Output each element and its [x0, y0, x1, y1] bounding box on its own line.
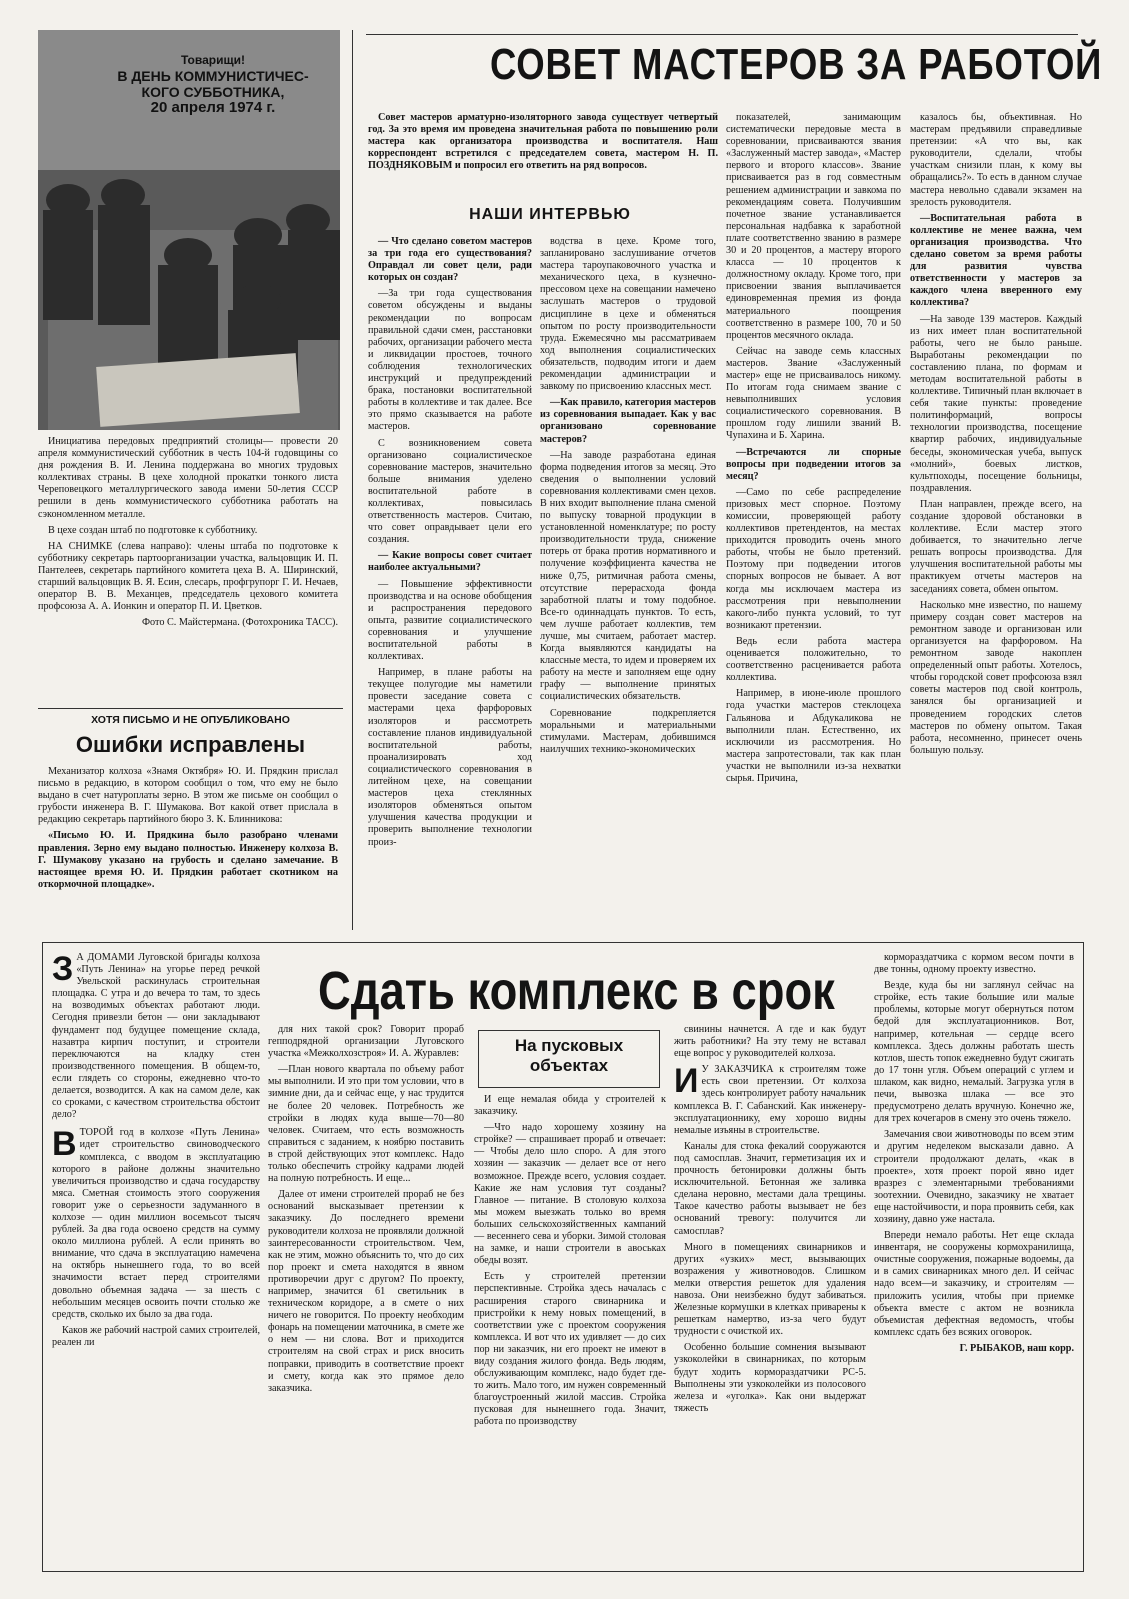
letter-block — [38, 714, 343, 946]
article2-col2 — [268, 1024, 464, 1564]
article1-col1 — [368, 236, 532, 926]
paragraph: Ведь если работа мастера оценивается положительно, то соответственно расценивается работа коллектива. — [726, 635, 901, 684]
paragraph: кормораздатчика с кормом весом почти в две тонны, одному проекту известно. — [874, 952, 1074, 976]
paragraph: План направлен, прежде всего, на создание здоровой обстановки в коллективе. Если мастер этого добивается, то значительно легче решать вопросы производства. Для улучшения воспитательной работы мы практикуем отчеты мастеров на заседаниях совета, обмен опытом. — [910, 498, 1082, 595]
article1-lead-text: Совет мастеров арматурно-изоляторного завода существует четвертый год. За это время им проведена значительная работа по повышению роли мастера как организатора производства и воспитателя. Наш корреспондент встретился с председателем совета, мастером Н. П. ПОЗДНЯКОВЫМ и попросил его ответить на ряд вопросов. — [368, 112, 718, 172]
caption-p1: Инициатива передовых предприятий столицы— провести 20 апреля коммунистический субботник в честь 104-й годовщины со дня рождения В. И. Ленина поддержана во многих трудовых коллективах страны. В цехе холодной прокатки тонкого листа Череповецкого металлургического завода имени 50-летия СССР решили в день коммунистического субботника работать на сэкономленном металле. — [38, 436, 338, 520]
paragraph: Много в помещениях свинарников и других «узких» мест, вызывающих возражения у животноводов. Слишком мелки отверстия решеток для удаления навоза. Они неизбежно будут забиваться. Железные кормушки в клетках приварены к решеткам намертво, из-за чего будут трудности с очисткой их. — [674, 1241, 866, 1338]
paragraph: —Что надо хорошему хозяину на стройке? — спрашивает прораб и отвечает: — Чтобы дело шло споро. А для этого хозяин — заказчик — делает все от него возможное. Прежде всего, условия создает. Какие же нам условия тут созданы? Главное — питание. В столовую колхоза мы можем выезжать только во время больших сельскохозяйственных кампаний — весеннего сева и уборки. Зимой столовая на замке, и наши строители в авоськах обеды возят. — [474, 1122, 666, 1267]
paragraph: ТОРОЙ год в колхозе «Путь Ленина» идет строительство свиноводческого комплекса, с вводом в эксплуатацию которого в районе должны значительно увеличиться производство и сдача государству мяса. Сметная стоимость этого сооружения говорит уже о серьезности задуманного в колхозе — один миллион восемьсот тысяч рублей. За два года освоено средств на сумму около миллиона рублей. А если принять во внимание, что сдача в эксплуатацию намечена на октябрь нынешнего года, то во всей значимости встает перед строителями довольно объемная задача — за шесть с небольшим месяцев освоить почти столько же средств, сколько их было за два года. — [52, 1127, 260, 1320]
paragraph: Каналы для стока фекалий сооружаются под самосплав. Значит, герметизация их и прочность бетонировки должны быть исключительной. Бетонная же заливка сделана неровно, местами дала трещины. Такое качество работы вызывает не без оснований тревогу: получится ли самосплав? — [674, 1140, 866, 1237]
byline: Г. РЫБАКОВ, наш корр. — [959, 1342, 1074, 1354]
article1-col4 — [910, 112, 1082, 926]
banner-line-2: В ДЕНЬ КОММУНИСТИЧЕС- — [117, 68, 309, 84]
article2-col1 — [52, 952, 260, 1564]
divider — [352, 30, 353, 930]
interview-question: —Встречаются ли спорные вопросы при подведении итогов за месяц? — [726, 446, 901, 482]
paragraph: Замечания свои животноводы по всем этим и другим неделеком высказали давно. А строители продолжают делать, «как в проекте», хотя проект порой явно идет вразрез с элементарными требованиями зоотехнии. Очевидно, заказчику не хватает еще настойчивости, и пора проявить себя, как хозяину, давно уже настала. — [874, 1129, 1074, 1225]
banner-line-4: 20 апреля 1974 г. — [150, 99, 276, 116]
caption-p2: В цехе создан штаб по подготовке к субботнику. — [48, 524, 258, 536]
paragraph: показателей, занимающим систематически передовые места в соревновании, присваиваются звания «Заслуженный мастер завода», «Мастер первого и второго классов». Звание присваивается раз в год совместным решением администрации и завкома по рекомендациям совета. Получившим почетное звание устанавливается персональная надбавка к заработной плате соответственно званию в размере 30 и 20 процентов, а мастеру второго класса — 10 процентов к должностному окладу. Кроме того, при присвоении звания выплачивается единовременная премия из фонда материального поощрения соответственно в размере 100, 70 и 50 процентов месячного оклада. — [726, 112, 901, 341]
letter-kicker: ХОТЯ ПИСЬМО И НЕ ОПУБЛИКОВАНО — [91, 714, 290, 726]
paragraph: —На заводе 139 мастеров. Каждый из них имеет план воспитательной работы, чего не было раньше. Выработаны рекомендации по составлению плана, по формам и методам воспитательной работы в коллективе. Типичный план включает в себя такие пункты: проведение политинформаций, вопросы технологии производства, посещение квартир рабочих, индивидуальные беседы, экономическая учеба, выпуск «молний», боевых листков, культпоходы, посещение больницы, поздравления. — [910, 313, 1082, 494]
banner-line-1: Товарищи! — [180, 53, 245, 67]
article2-title: Сдать комплекс в срок — [318, 961, 835, 1021]
interview-question: — Какие вопросы совет считает наиболее актуальными? — [368, 550, 532, 574]
paragraph: Каков же рабочий настрой самих строителей, реален ли — [52, 1324, 260, 1348]
interview-question: —Как правило, категория мастеров из соревнования выпадает. Как у вас организовано соревнование мастеров? — [540, 397, 716, 445]
drop-cap: В — [52, 1125, 77, 1164]
paragraph: водства в цехе. Кроме того, запланировано заслушивание отчетов мастера тароупаковочного участка и механического цеха, в кузнечно-прессовом цехе на совещании намечено заслушать мастеров о трудовой дисциплине в цехе и обменяться опытом по росту производительности труда. Ежемесячно мы рассматриваем ход выполнения социалистических обязательств, подводим итоги и даем рекомендации администрации и завкому по присвоению классных мест. — [540, 236, 716, 393]
paragraph: —План нового квартала по объему работ мы выполнили. И это при том условии, что в зимние дни, да и сейчас еще, у нас трудится не более 20 человек. Потребность же стройки в людях куда выше—70—80 человек. Считаем, что есть возможность справиться с заданием, к ноябрю поставить в строй действующих этот комплекс. Надо только обеспечить стройку кадрами людей на полную потребность. И еще... — [268, 1064, 464, 1185]
paragraph: Далее от имени строителей прораб не без оснований высказывает претензии к заказчику. До последнего времени руководители колхоза не проявляли должной заинтересованности строительством. Чем, как не этим, можно объяснить то, что до сих пор проект и смета находятся в явном противоречии друг с другом? По проекту, например, значится 61 светильник в техническом коридоре, а в смете о них ничего не говорится. По проекту необходим фонарь на помещении маточника, в смете же о нем — ни слова. Вот и приходится строителям на свой страх и риск вносить поправки, приводить в соответствие проект и смету, когда как это прямое дело заказчика. — [268, 1189, 464, 1394]
article2-col5 — [874, 952, 1074, 1564]
paragraph: Впереди немало работы. Нет еще склада инвентаря, не сооружены кормохранилища, очистные сооружения, пожарные водоемы, да и в самих свинарниках много дел. И сейчас надо всем—и заказчику, и строителям — приложить усилия, чтобы при приемке объекта вместе с актом не возникла объемистая дефектная ведомость, чтобы комплекс сдать без всяких оговорок. — [874, 1230, 1074, 1338]
paragraph: Везде, куда бы ни заглянул сейчас на стройке, есть такие большие или малые проблемы, которые могут обернуться потом бедой для эксплуатационников. Вот, например, котельная — сердце всего комплекса. Здесь должны работать шесть котлов, шесть топок ежедневно будут сжигать до 17 тонн угля. Объем операций с углем и шлаком, как видно, немалый. Загрузка угля в печи, вывозка шлака — все это предусмотрено делать вручную. Конечно же, для трех кочегаров в смену это очень тяжело. — [874, 980, 1074, 1125]
interview-question: —Воспитательная работа в коллективе не менее важна, чем организация производства. Что сделано советом за время работы для развития чувства ответственности у мастеров за каждого члена вверенного ему коллектива? — [910, 212, 1082, 309]
paragraph: —За три года существования советом обсуждены и выданы рекомендации по вопросам правильной сдачи смен, расстановки рабочих, организации рабочего места и ликвидации простоев, точного соблюдения технологических инструкций и предупреждений брака, постановки воспитательной работы в коллективе и так далее. Все это прямо сказывается на работе мастеров. — [368, 288, 532, 433]
paragraph: —Само по себе распределение призовых мест спорное. Поэтому комиссии, проверяющей работу коллективов претендентов, на местах приходится проводить очень много работы, чтобы не было претензий. Поэтому при подведении итогов спорных вопросов не бывает. А вот когда мы исключаем мастера из рассмотрения при невыполнении какого-либо пункта условий, то тут возникают претензии. — [726, 486, 901, 631]
article1-lead — [368, 112, 718, 208]
rubric-line-2: объектах — [529, 1056, 609, 1075]
paragraph: —На заводе разработана единая форма подведения итогов за месяц. Это сведения о выполнении условий соревнования коллективами смен цехов. В них входит выполнение плана сменой по выпуску товарной продукции в установленной номенклатуре; по росту производительности труда, снижение потерь от брака против нормативного и получение коэффициента качества не ниже 0,75, ритмичная работа смены, отсутствие перерасхода фонда заработной платы и тому подобное. Все-го одиннадцать пунктов. То есть, чем лучше работает коллектив, тем лучше, мы считаем, работает мастер. Когда выявляются кандидаты на классные места, то идем и проверяем их работу на месте и заполняем еще одну графу — выполнение принятых социалистических обязательств. — [540, 449, 716, 703]
rubric-line-1: На пусковых — [514, 1036, 624, 1055]
paragraph: Соревнование подкрепляется моральными и материальными стимулами. Мастерам, добившимся наилучших технико-экономических — [540, 707, 716, 755]
article2-col4 — [674, 1024, 866, 1564]
article1-col3 — [726, 112, 901, 926]
paragraph: Есть у строителей претензии перспективные. Стройка здесь началась с расширения старого свинарника и пристройки к нему новых помещений, в соответствии уже с проектом сооружения комплекса. И вот что их удивляет — до сих пор ни заказчик, ни его проект не имеют в виду создания жилого фонда. Ведь людям, обслуживающим комплекс, надо будет где-то жить. Мало того, им нужен современный благоустроенный жилой массив. Стройка пусковая для нынешнего года. Значит, работа по производству — [474, 1271, 666, 1428]
paragraph: — Повышение эффективности производства и на основе обобщения и распространения передового опыта, развитие социалистического соревнования и улучшение воспитательной работы в коллективах. — [368, 578, 532, 663]
caption-credit: Фото С. Майстермана. (Фотохроника ТАСС). — [142, 617, 338, 629]
article1-col2 — [540, 236, 716, 926]
interview-question: — Что сделано советом мастеров за три года его существования? Оправдал ли совет цели, ради которых он создан? — [368, 236, 532, 284]
banner-line-3: КОГО СУББОТНИКА, — [141, 84, 285, 100]
article1-title: СОВЕТ МАСТЕРОВ ЗА РАБОТОЙ — [490, 40, 1103, 89]
paragraph: У ЗАКАЗЧИКА к строителям тоже есть свои претензии. От колхоза здесь контролирует работу начальник комплекса В. Г. Сабанский. Как инженеру-эксплуатационнику, ему хорошо видны немалые изъяны в строительстве. — [674, 1064, 866, 1136]
paragraph: свинины начнется. А где и как будут жить работники? На эту тему не вставал еще вопрос у руководителей колхоза. — [674, 1024, 866, 1060]
paragraph: С возникновением совета организовано социалистическое соревнование мастеров, значительно больше внимания уделено воспитательной работе в коллективах, повысилась ответственность мастеров. Считаю, что совет оправдывает цели его создания. — [368, 437, 532, 546]
drop-cap: З — [52, 952, 74, 988]
paragraph: Например, в июне-июле прошлого года участки мастеров стеклоцеха Гальянова и Абдукаликова не выполнили план. Естественно, их исключили из рассмотрения. Но мастера запротестовали, так как план участки не выполнили из-за нехватки сырья. Причина, — [726, 688, 901, 784]
article2-col3 — [474, 1094, 666, 1564]
letter-p2: «Письмо Ю. И. Прядкина было разобрано членами правления. Зерно ему выдано полностью. Инженеру колхоза В. Г. Шумакову указано на грубость и сделано замечание. В настоящее время Ю. И. Прядкин работает скотником на откормочной площадке». — [38, 830, 338, 890]
divider — [38, 708, 343, 709]
paragraph: Насколько мне известно, по нашему примеру создан совет мастеров на ремонтном заводе и организован или организуется на фарфоровом. На ремонтном заводе накоплен определенный опыт работы. Хотелось, чтобы городской совет профсоюза взял советы мастеров под свой контроль, занялся бы организацией и проведением городских слетов мастеров по обмену опытом. Такая работа, несомненно, принесет очень большую пользу. — [910, 599, 1082, 756]
divider — [366, 34, 1078, 35]
drop-cap: И — [674, 1062, 699, 1101]
article1-rubric: НАШИ ИНТЕРВЬЮ — [469, 206, 631, 223]
paragraph: А ДОМАМИ Луговской бригады колхоза «Путь Ленина» на угорье перед речкой Увельской раскинулась строительная площадка. С утра и до вечера то там, то здесь на возводимых объектах работают люди. Сегодня привезли бетон — они закладывают фундамент под будущее помещение склада, назавтра кирпич поступит, и строители переключаются на кладку стен производственного помещения. В общем-то, если глядеть со стороны, ежедневно что-то делается, возводится. А как на самом деле, как со сроками, с качеством строительства обстоит дело? — [52, 952, 260, 1121]
paragraph: Сейчас на заводе семь классных мастеров. Звание «Заслуженный мастер» еще не присваивалось никому. По итогам года снимаем звание с невыполнивших условия социалистического соревнования. В прошлом году лишили званий В. Чупахина и Б. Харина. — [726, 345, 901, 442]
news-photo — [38, 30, 340, 430]
paragraph: И еще немалая обида у строителей к заказчику. — [474, 1094, 666, 1118]
article2-rubric — [478, 1030, 660, 1088]
paragraph: казалось бы, объективная. Но мастерам предъявили справедливые претензии: «А что вы, как руководители, сделали, чтобы участкам снизили план, к кому вы обращались?». То есть в данном случае мастера невольно сдавали экзамен на зрелость руководителя. — [910, 112, 1082, 208]
paragraph: Например, в плане работы на текущее полугодие мы наметили провести заседание совета с мастерами цеха фарфоровых изоляторов и рассмотреть составление планов индивидуальной воспитательной работы, проанализировать ход социалистического соревнования в литейном цехе, на совещании мастеров цеха стеклянных изоляторов обменяться опытом улучшения качества продукции и проверить выполнение технологии произ- — [368, 667, 532, 848]
letter-title: Ошибки исправлены — [75, 732, 306, 757]
caption-p3: НА СНИМКЕ (слева направо): члены штаба по подготовке к субботнику секретарь партоорганизации участка, вальцовщик И. П. Пантелеев, секретарь партийного комитета цеха В. А. Ширинский, старший вальцовщик В. Я. Есин, слесарь, профгрупорг Г. И. Нечаев, оператор В. В. Механцев, председатель цехового комитета профсоюза А. А. Ионкин и оператор П. И. Цветков. — [38, 540, 338, 613]
paragraph: Особенно большие сомнения вызывают узкоколейки в свинарниках, по которым будут ходить кормораздатчики РС-5. Выполнены эти узкоколейки из полосового железа и «уголка». Как они выдержат тяжесть — [674, 1342, 866, 1414]
paragraph: для них такой срок? Говорит прораб гепподрядной организации Луговского участка «Межколхозстроя» И. А. Журавлев: — [268, 1024, 464, 1060]
letter-p1: Механизатор колхоза «Знамя Октября» Ю. И. Прядкин прислал письмо в редакцию, в котором сообщил о том, что ему не было выдано в счет натуроплаты зерно. В этом же письме он сообщил о грубости инженера В. Г. Шумакова. Вот какой ответ прислала в редакцию секретарь партийного бюро З. К. Блинникова: — [38, 766, 338, 826]
photo-caption — [38, 436, 338, 716]
